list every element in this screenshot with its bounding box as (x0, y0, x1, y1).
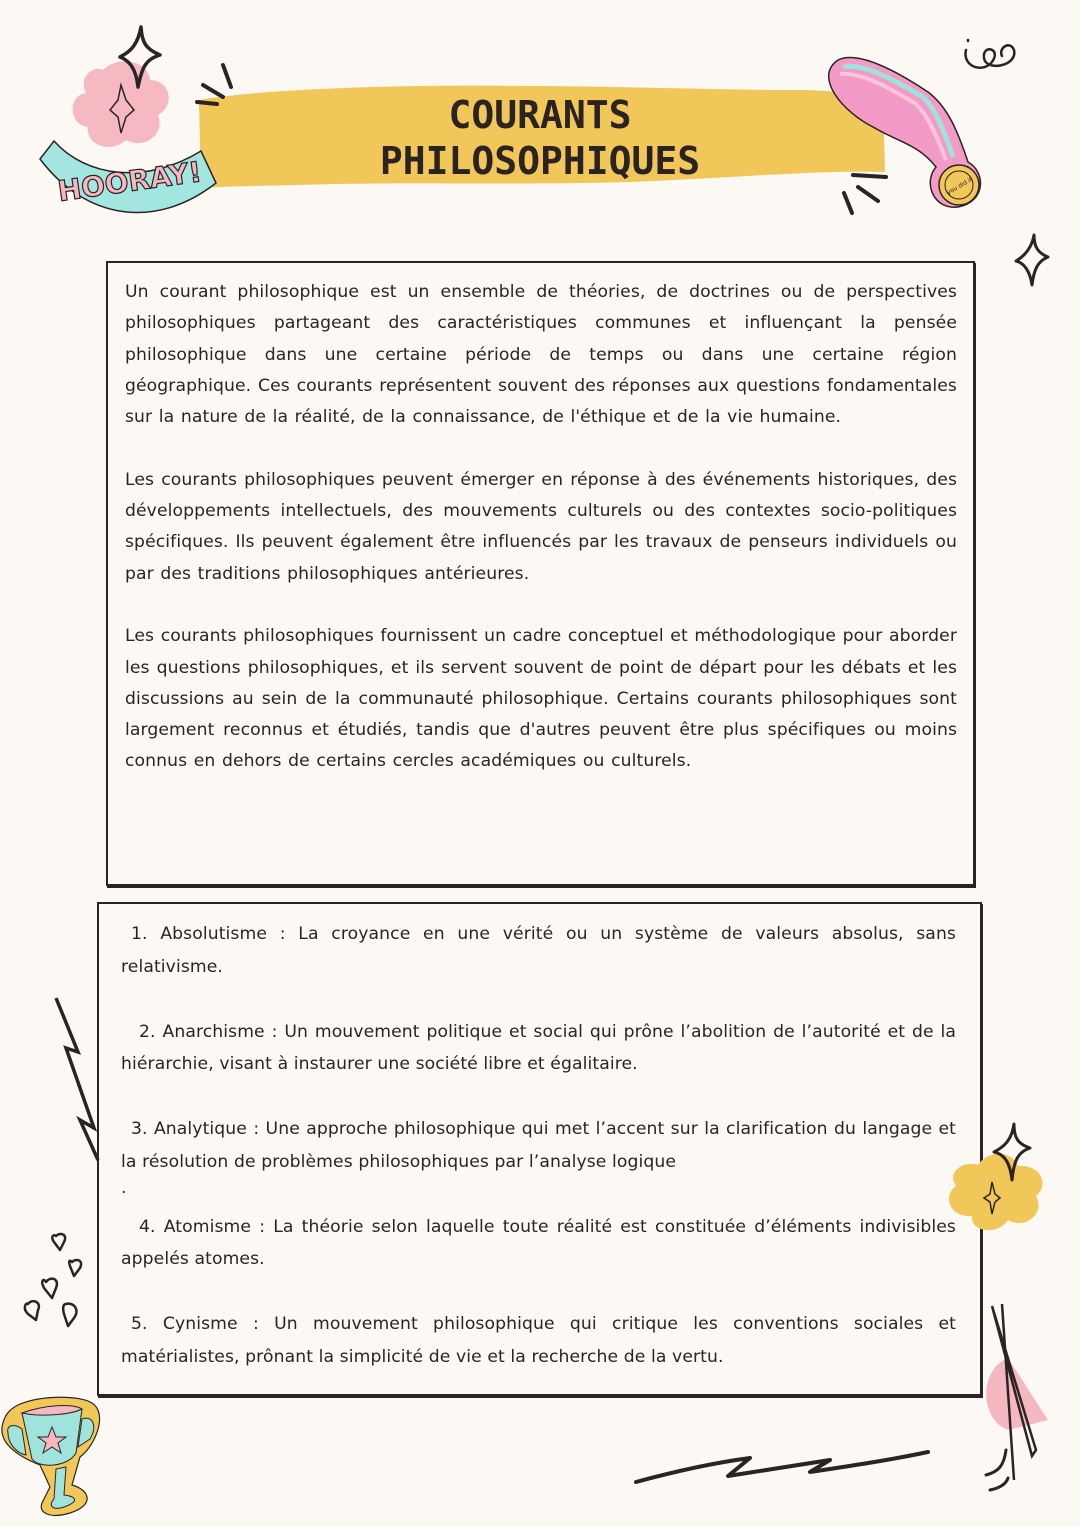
list-item: 2. Anarchisme : Un mouvement politique et social qui prône l’abolition de l’autorité et de la hiérarchie, visant à instaurer une société libre et égalitaire. (121, 1021, 956, 1074)
lightning-bolt-icon (50, 992, 100, 1152)
burst-lines-icon (195, 60, 245, 110)
medal-sticker (818, 52, 988, 212)
pink-arc-lines-icon (978, 1300, 1058, 1490)
title-line-1: COURANTS (448, 93, 632, 137)
term: Anarchisme (162, 1021, 265, 1042)
title-line-2: PHILOSOPHIQUES (379, 139, 701, 183)
hooray-sticker (36, 135, 221, 227)
definition: Un mouvement philosophique qui critique les conventions sociales et matérialistes, prônant la simplicité de vie et la recherche de la vertu. (121, 1314, 956, 1367)
intro-paragraph-1: Un courant philosophique est un ensemble de théories, de doctrines ou de perspectives philosophiques partageant des caractéristiques communes et influençant la pensée philosophique dans une certaine période de temps ou dans une certaine région géographique. Ces courants représentent souvent des réponses aux questions fondamentales sur la nature de la réalité, de la connaissance, de l'éthique et de la vie humaine. (125, 282, 957, 428)
yellow-cloud-sparkle-icon (942, 1120, 1052, 1250)
svg-text:you did it: you did it (945, 176, 974, 197)
definition: Une approche philosophique qui met l’accent sur la clarification du langage et la résolution de problèmes philosophiques par l’analyse logique (121, 1119, 956, 1172)
intro-text-box (106, 261, 975, 886)
hearts-icon (24, 1230, 94, 1340)
trophy-sticker (0, 1395, 105, 1520)
definition: La théorie selon laquelle toute réalité est constituée d’éléments indivisibles appelés atomes. (121, 1216, 956, 1269)
term: Atomisme (163, 1216, 252, 1237)
zigzag-line-icon (630, 1440, 935, 1490)
svg-text:HOORAY!: HOORAY! (55, 155, 204, 208)
term: Absolutisme (160, 924, 268, 944)
definition: Un mouvement politique et social qui prône l’abolition de l’autorité et de la hiérarchie, visant à instaurer une société libre et égalitaire. (121, 1021, 956, 1074)
page-title (340, 92, 740, 184)
sparkle-icon (1014, 233, 1050, 287)
list-item: 3. Analytique : Une approche philosophique qui met l’accent sur la clarification du langage et la résolution de problèmes philosophiques par l’analyse logique . (121, 1119, 956, 1198)
intro-paragraph-2: Les courants philosophiques peuvent émerger en réponse à des événements historiques, des développements intellectuels, des mouvements culturels ou des contextes socio-politiques spécifiques. Ils peuvent également être influencés par les travaux de penseurs individuels ou par des traditions philosophiques antérieures. (125, 469, 957, 584)
list-item: 1. Absolutisme : La croyance en une vérité ou un système de valeurs absolus, sans relativisme. (121, 924, 956, 977)
curl-squiggle-icon (962, 36, 1022, 76)
list-item: 5. Cynisme : Un mouvement philosophique qui critique les conventions sociales et matérialistes, prônant la simplicité de vie et la recherche de la vertu. (121, 1314, 956, 1367)
term: Cynisme (162, 1314, 238, 1334)
definition: La croyance en une vérité ou un système de valeurs absolus, sans relativisme. (121, 924, 956, 977)
definitions-list-box (97, 902, 982, 1396)
term: Analytique (153, 1119, 247, 1139)
sparkle-icon (118, 25, 163, 90)
list-item: 4. Atomisme : La théorie selon laquelle toute réalité est constituée d’éléments indivisibles appelés atomes. (121, 1216, 956, 1269)
intro-paragraph-3: Les courants philosophiques fournissent un cadre conceptuel et méthodologique pour aborder les questions philosophiques, et ils servent souvent de point de départ pour les débats et les discussions au sein de la communauté philosophique. Certains courants philosophiques sont largement reconnus et étudiés, tandis que d'autres peuvent être plus spécifiques ou moins connus en dehors de certains cercles académiques ou culturels. (125, 626, 957, 772)
